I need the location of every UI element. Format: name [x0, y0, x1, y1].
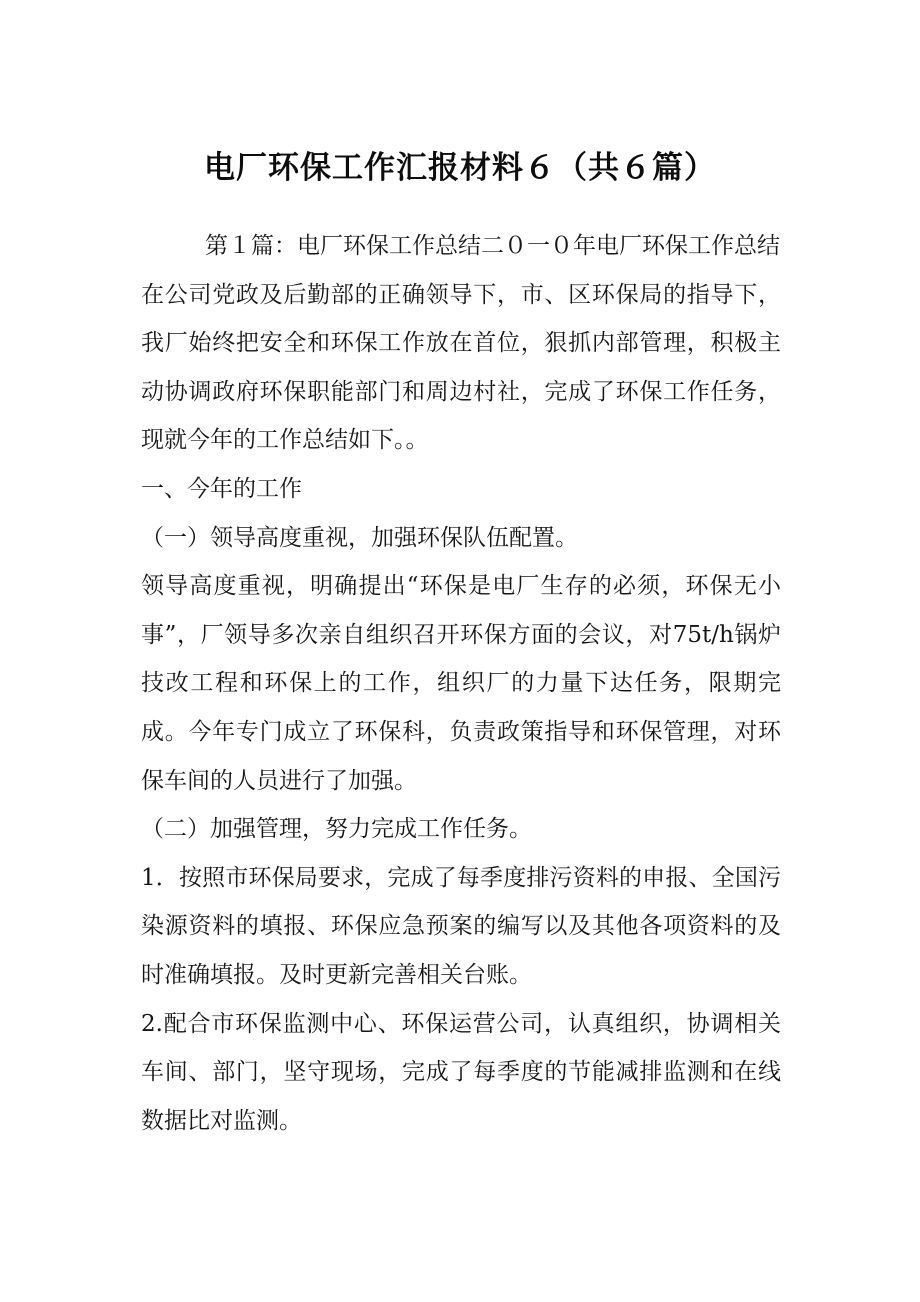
document-title: 电厂环保工作汇报材料６（共６篇）	[204, 150, 716, 186]
list-item-1: 1．按照市环保局要求，完成了每季度排污资料的申报、全国污染源资料的填报、环保应急预案的编写以及其他各项资料的及时准确填报。及时更新完善相关台账。	[141, 864, 781, 988]
document-body	[141, 222, 781, 1145]
list-item-2: 2.配合市环保监测中心、环保运营公司，认真组织，协调相关车间、部门，坚守现场，完成了每季度的节能减排监测和在线数据比对监测。	[141, 1010, 781, 1134]
section-heading-part-1: 第１篇：电厂环保工作总结二０一０年电厂环保工作总结	[205, 233, 780, 259]
body-paragraph-leadership: 领导高度重视，明确提出“环保是电厂生存的必须，环保无小事”，厂领导多次亲自组织召开环保方面的会议，对75t/h锅炉技改工程和环保上的工作，组织厂的力量下达任务，限期完成。今年专门成立了环保科，负责政策指导和环保管理，对环保车间的人员进行了加强。	[141, 573, 781, 794]
body-paragraph-intro: 在公司党政及后勤部的正确领导下，市、区环保局的指导下，我厂始终把安全和环保工作放在首位，狠抓内部管理，积极主动协调政府环保职能部门和周边村社，完成了环保工作任务，现就今年的工作总结如下。。	[141, 281, 781, 454]
section-heading-this-year-work: 一、今年的工作	[141, 475, 302, 502]
subsection-heading-1: （一）领导高度重视，加强环保队伍配置。	[141, 524, 578, 551]
subsection-heading-2: （二）加强管理，努力完成工作任务。	[141, 816, 532, 843]
